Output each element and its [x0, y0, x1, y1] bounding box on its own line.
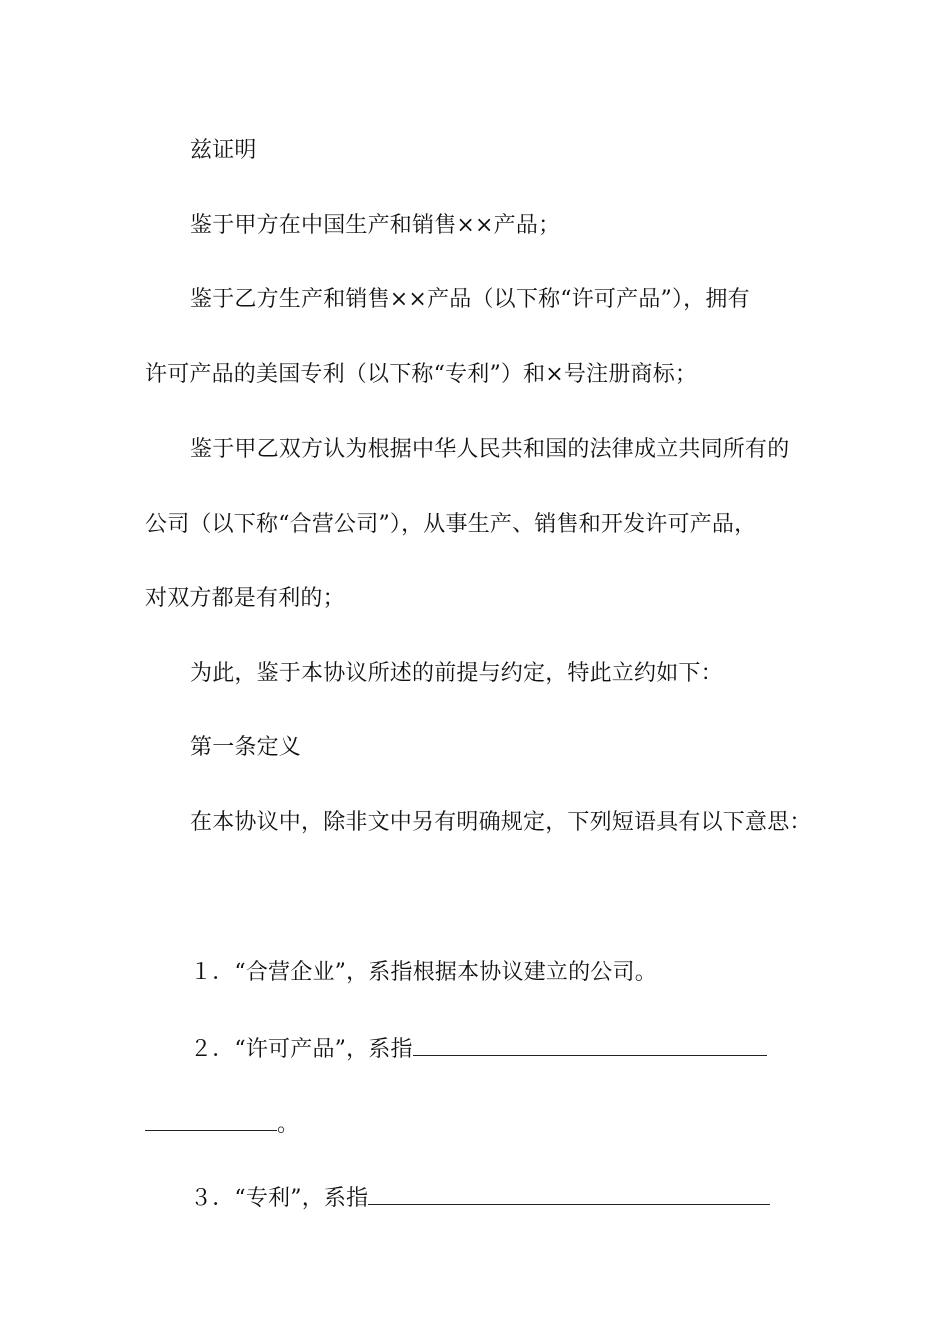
definition-2-blank-line [413, 1035, 767, 1056]
definition-2-continuation [145, 1110, 299, 1138]
article-1-title: 第一条定义 [190, 735, 302, 760]
definition-3-blank-line [368, 1184, 770, 1205]
definition-3 [190, 1184, 770, 1212]
para-whereas-b-line2: 许可产品的美国专利（以下称“专利”）和×号注册商标； [145, 362, 698, 387]
definition-2-text: ２．“许可产品”，系指 [190, 1037, 413, 1062]
para-whereas-c-line3: 对双方都是有利的； [145, 586, 345, 611]
article-1-intro: 在本协议中，除非文中另有明确规定，下列短语具有以下意思： [190, 810, 812, 835]
definition-3-text: ３．“专利”，系指 [190, 1186, 369, 1211]
para-therefore: 为此，鉴于本协议所述的前提与约定，特此立约如下： [190, 661, 723, 686]
definition-1: １．“合营企业”，系指根据本协议建立的公司。 [190, 960, 657, 985]
para-whereas-b-line1: 鉴于乙方生产和销售××产品（以下称“许可产品”），拥有 [190, 287, 750, 312]
para-whereas-c-line2: 公司（以下称“合营公司”），从事生产、销售和开发许可产品， [145, 512, 757, 537]
definition-2-blank-line-continued [145, 1110, 277, 1131]
para-whereas-c-line1: 鉴于甲乙双方认为根据中华人民共和国的法律成立共同所有的 [190, 437, 790, 462]
para-whereas-a: 鉴于甲方在中国生产和销售××产品； [190, 213, 561, 238]
definition-2 [190, 1035, 767, 1063]
definition-2-end: 。 [277, 1112, 300, 1137]
para-certify: 兹证明 [190, 138, 257, 163]
